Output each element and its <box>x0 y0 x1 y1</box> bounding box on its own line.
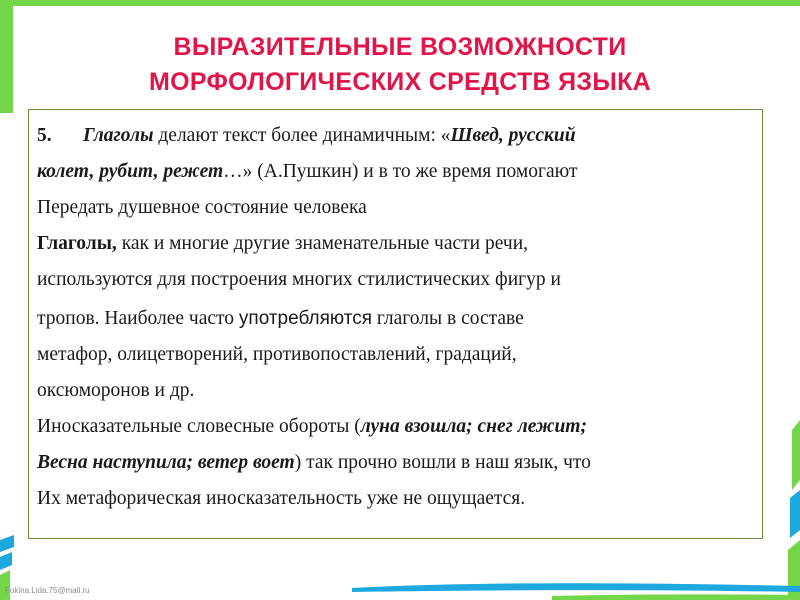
text-line-10 <box>37 445 756 481</box>
text-span: метафор, олицетворений, противопоставлений, градаций, <box>37 344 517 365</box>
text-line-11 <box>37 481 756 517</box>
text-line-8 <box>37 373 756 409</box>
text-line-4 <box>37 226 756 262</box>
text-line-6 <box>37 301 756 337</box>
right-decoration <box>770 420 800 600</box>
text-span: ) так прочно вошли в наш язык, что <box>294 452 591 473</box>
example-span: Весна наступила; ветер воет <box>37 452 295 473</box>
text-span: тропов. Наиболее часто <box>37 308 239 329</box>
text-span: глаголы в составе <box>372 308 524 329</box>
text-line-5 <box>37 262 756 298</box>
top-accent-band <box>0 0 800 6</box>
left-accent-band <box>0 0 13 113</box>
text-span: …» (А.Пушкин) и в то же время помогают <box>223 161 578 182</box>
text-span: Их метафорическая иносказательность уже не ощущается. <box>37 488 526 509</box>
text-span: Иносказательные словесные обороты ( <box>37 416 361 437</box>
text-span: используются для построения многих стилистических фигур и <box>37 269 561 290</box>
content-box <box>28 109 763 539</box>
text-line-3 <box>37 190 756 226</box>
content-text <box>37 118 756 517</box>
quote-span: колет, рубит, режет <box>37 161 224 182</box>
text-span: Передать душевное состояние человека <box>37 197 367 218</box>
text-span: оксюморонов и др. <box>37 380 195 401</box>
sans-word: употребляются <box>238 308 372 329</box>
bold-word: Глаголы, <box>37 233 117 254</box>
quote-span: Швед, русский <box>450 125 576 146</box>
slide-title <box>40 30 760 100</box>
text-line-7 <box>37 337 756 373</box>
bottom-wave-decoration <box>352 578 800 600</box>
title-line-2: МОРФОЛОГИЧЕСКИХ СРЕДСТВ ЯЗЫКА <box>148 68 652 96</box>
text-span: как и многие другие знаменательные части речи, <box>116 233 529 254</box>
author-email: Fokina.Lida.75@mail.ru <box>5 586 90 595</box>
text-line-9 <box>37 409 756 445</box>
item-number: 5. <box>37 125 52 146</box>
title-line-1: ВЫРАЗИТЕЛЬНЫЕ ВОЗМОЖНОСТИ <box>173 33 627 61</box>
text-span: делают текст более динамичным: « <box>153 125 451 146</box>
text-line-2 <box>37 154 756 190</box>
text-line-1 <box>37 118 756 154</box>
example-span: луна взошла; снег лежит; <box>360 416 587 437</box>
bold-word: Глаголы <box>83 125 154 146</box>
